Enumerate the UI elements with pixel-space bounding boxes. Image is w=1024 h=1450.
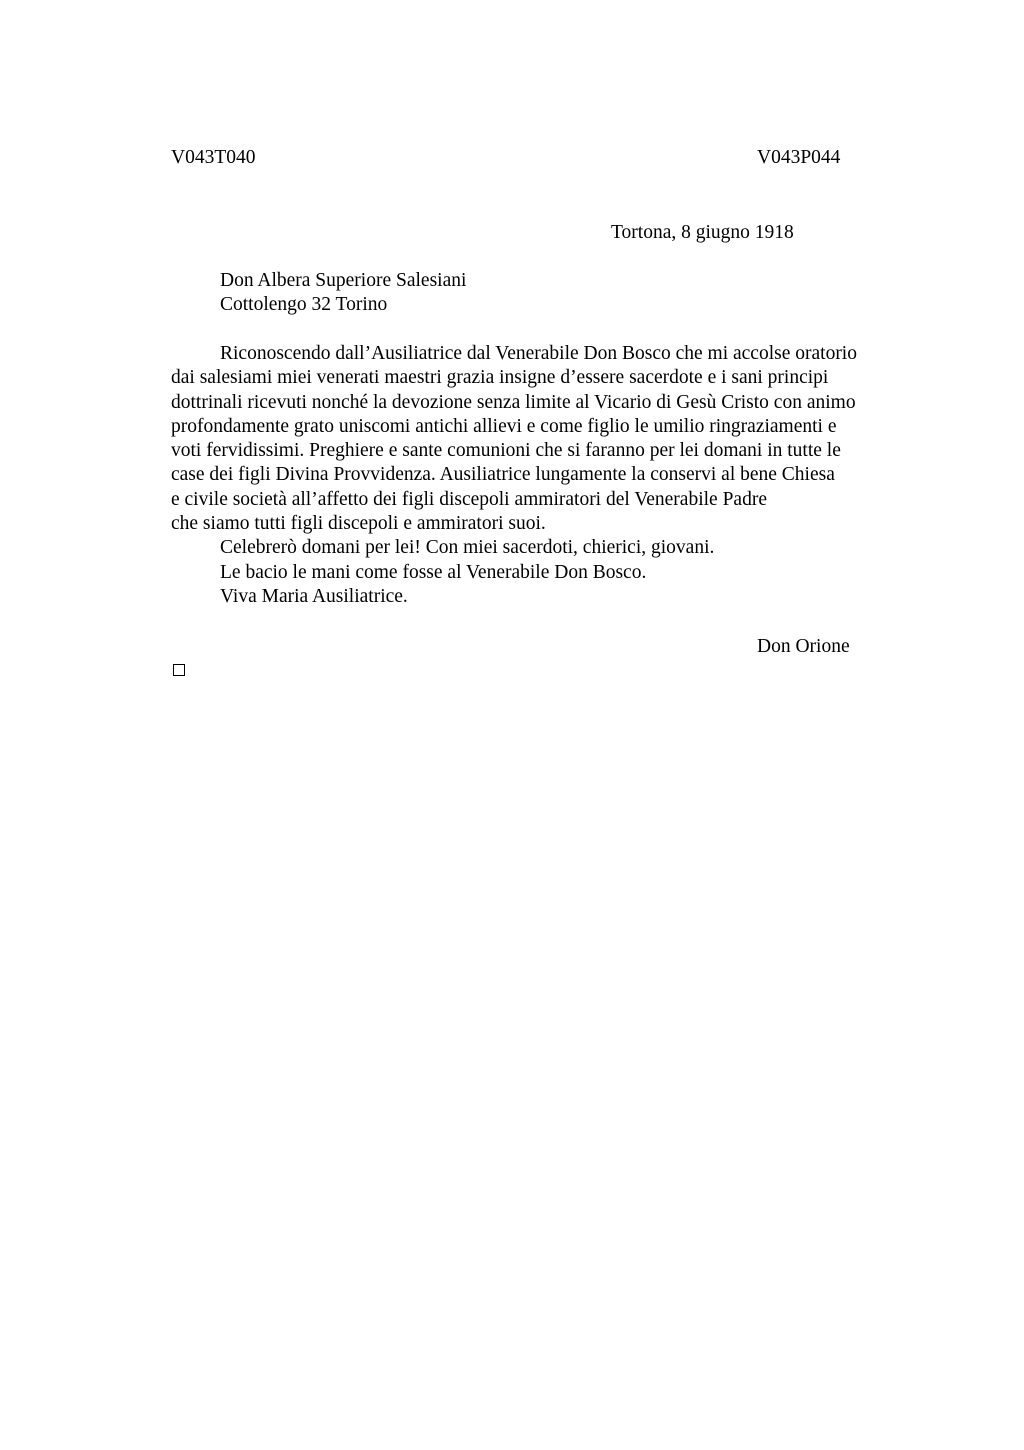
body-line: dai salesiami miei venerati maestri grazia insigne d’essere sacerdote e i sani principi: [171, 367, 829, 389]
archive-code-left: V043T040: [171, 147, 256, 168]
body-line: Riconoscendo dall’Ausiliatrice dal Venerabile Don Bosco che mi accolse oratorio: [220, 343, 857, 364]
body-line: e civile società all’affetto dei figli discepoli ammiratori del Venerabile Padre: [171, 488, 767, 510]
body-line: case dei figli Divina Provvidenza. Ausiliatrice lungamente la conservi al bene Chiesa: [171, 464, 835, 486]
date-line: Tortona, 8 giugno 1918: [611, 222, 794, 243]
archive-code-right: V043P044: [757, 147, 841, 168]
body-line: dottrinali ricevuti nonché la devozione senza limite al Vicario di Gesù Cristo con animo: [171, 391, 856, 413]
recipient-line: Cottolengo 32 Torino: [220, 294, 388, 316]
body-line: profondamente grato uniscomi antichi allievi e come figlio le umilio ringraziamenti e: [171, 415, 837, 437]
recipient-line: Don Albera Superiore Salesiani: [220, 270, 467, 291]
body-line: Le bacio le mani come fosse al Venerabile Don Bosco.: [220, 561, 647, 583]
body-line: Viva Maria Ausiliatrice.: [220, 585, 408, 607]
body-line: che siamo tutti figli discepoli e ammiratori suoi.: [171, 513, 546, 535]
signature: Don Orione: [757, 636, 850, 657]
body-line: voti fervidissimi. Preghiere e sante comunioni che si faranno per lei domani in tutte le: [171, 440, 841, 462]
body-line: Celebrerò domani per lei! Con miei sacerdoti, chierici, giovani.: [220, 537, 715, 559]
letter-body: [171, 342, 857, 609]
recipient-block: [220, 269, 466, 318]
square-outline-icon: [173, 664, 185, 676]
